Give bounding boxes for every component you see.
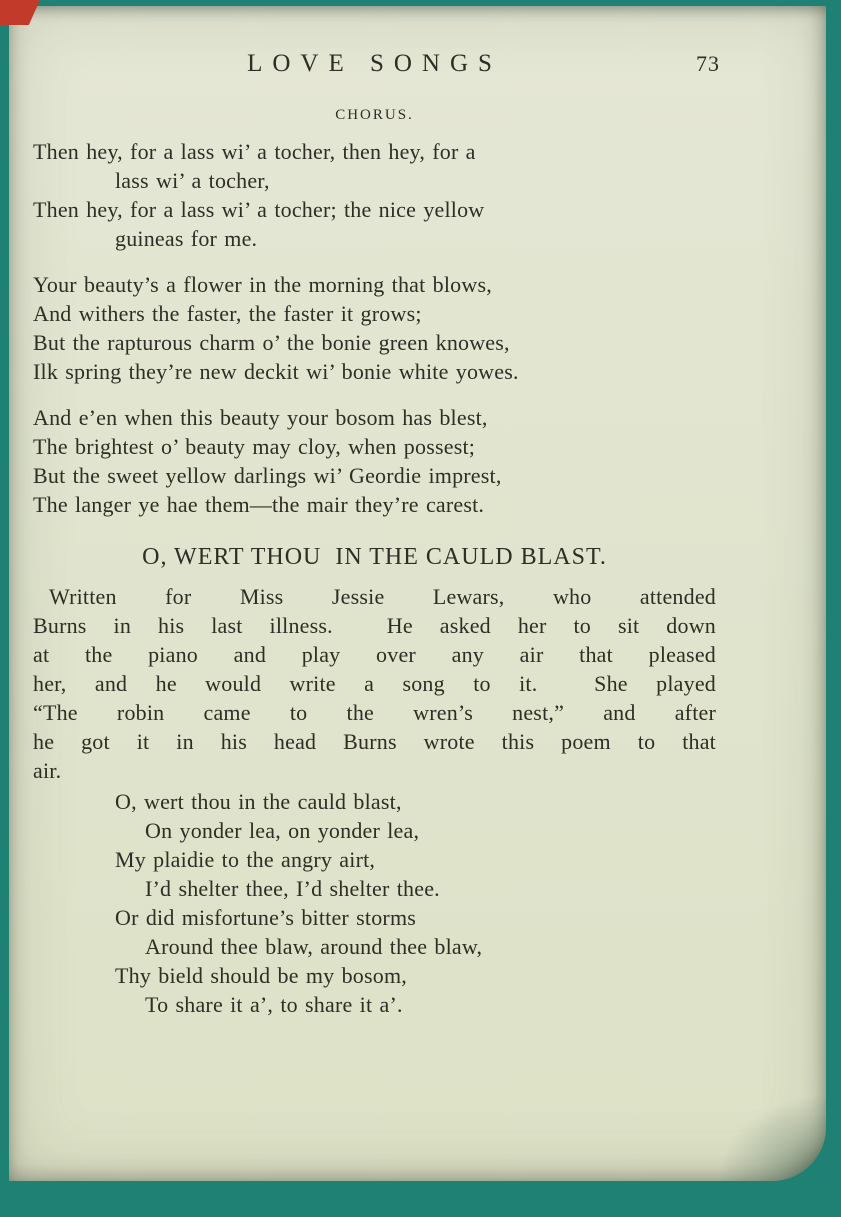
intro-line: Burns in his last illness. He asked her to sit down [33, 613, 716, 638]
stanza-line: But the rapturous charm o’ the bonie green knowes, [33, 330, 510, 355]
intro-line: her, and he would write a song to it. She played [33, 671, 716, 696]
song-verse [33, 787, 716, 1019]
stanza-line: The brightest o’ beauty may cloy, when possest; [33, 434, 476, 459]
stanza [33, 270, 716, 386]
book-section-title: LOVE SONGS [247, 50, 502, 77]
intro-line: at the piano and play over any air that pleased [33, 642, 716, 667]
song-title-heading: O, WERT THOU IN THE CAULD BLAST. [142, 544, 607, 570]
stanza-line: And withers the faster, the faster it grows; [33, 301, 422, 326]
intro-line: “The robin came to the wren’s nest,” and after [33, 700, 716, 725]
song-introduction [33, 582, 716, 785]
poem-line: Around thee blaw, around thee blaw, [145, 934, 483, 959]
chorus-line: Then hey, for a lass wi’ a tocher, then hey, for a [33, 139, 476, 164]
stanza-line: And e’en when this beauty your bosom has blest, [33, 405, 488, 430]
chorus-verse [33, 137, 716, 253]
poem-line: Or did misfortune’s bitter storms [115, 905, 417, 930]
stanza [33, 403, 716, 519]
chorus-line: Then hey, for a lass wi’ a tocher; the nice yellow [33, 197, 485, 222]
intro-line: he got it in his head Burns wrote this poem to that [33, 729, 716, 754]
chorus-heading: CHORUS. [335, 107, 414, 123]
poem-line: O, wert thou in the cauld blast, [115, 789, 402, 814]
poem-line: On yonder lea, on yonder lea, [145, 818, 420, 843]
stanza-line: But the sweet yellow darlings wi’ Geordie imprest, [33, 463, 502, 488]
stanza-line: The langer ye hae them—the mair they’re carest. [33, 492, 485, 517]
poem-line: My plaidie to the angry airt, [115, 847, 376, 872]
stanza-line: Ilk spring they’re new deckit wi’ bonie white yowes. [33, 359, 519, 384]
intro-line: air. [33, 758, 62, 783]
page-header [33, 50, 720, 82]
poem-line: Thy bield should be my bosom, [115, 963, 407, 988]
page-number: 73 [696, 51, 720, 76]
poem-line: I’d shelter thee, I’d shelter thee. [145, 876, 440, 901]
chorus-line: guineas for me. [115, 226, 258, 251]
book-page [9, 6, 826, 1181]
stanza-line: Your beauty’s a flower in the morning that blows, [33, 272, 492, 297]
chorus-line: lass wi’ a tocher, [115, 168, 270, 193]
intro-line: Written for Miss Jessie Lewars, who attended [49, 584, 716, 609]
poem-line: To share it a’, to share it a’. [145, 992, 403, 1017]
